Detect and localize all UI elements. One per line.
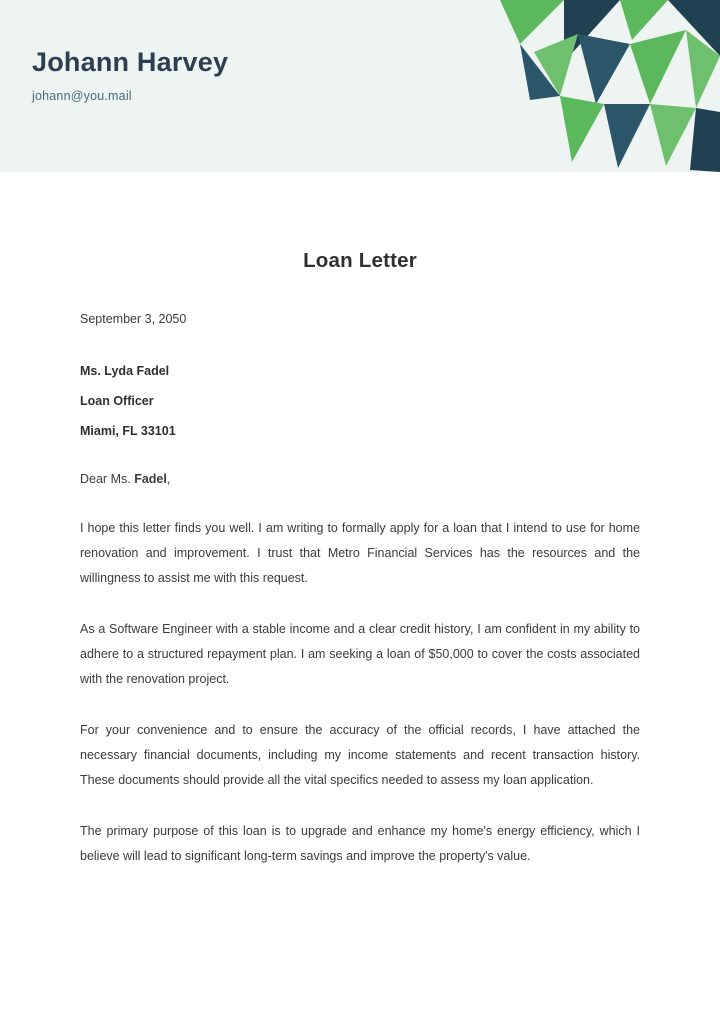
sender-name: Johann Harvey bbox=[32, 47, 229, 77]
letter-body bbox=[80, 312, 640, 869]
salutation-suffix: , bbox=[166, 472, 171, 486]
salutation-prefix: Dear Ms. bbox=[80, 472, 135, 486]
body-paragraph: As a Software Engineer with a stable income and a clear credit history, I am confident in my ability to adhere to a structured repayment plan. I am seeking a loan of $50,000 to cover the costs associated with the renovation project. bbox=[80, 622, 640, 686]
recipient-line: Ms. Lyda Fadel bbox=[80, 364, 170, 378]
letterhead bbox=[0, 0, 720, 172]
recipient-line: Loan Officer bbox=[80, 394, 154, 408]
abstract-triangles-graphic bbox=[500, 0, 720, 172]
sender-email: johann@you.mail bbox=[32, 89, 132, 104]
salutation-name: Fadel bbox=[134, 472, 167, 486]
letter-title: Loan Letter bbox=[303, 249, 417, 272]
body-paragraph: I hope this letter finds you well. I am writing to formally apply for a loan that I intend to use for home renovation and improvement. I trust that Metro Financial Services has the resources and the willingness to assist me with this request. bbox=[80, 521, 640, 585]
recipient-block bbox=[80, 364, 640, 438]
letter-date: September 3, 2050 bbox=[80, 312, 187, 326]
recipient-line: Miami, FL 33101 bbox=[80, 424, 176, 438]
salutation bbox=[80, 472, 640, 486]
body-paragraph: For your convenience and to ensure the accuracy of the official records, I have attached the necessary financial documents, including my income statements and recent transaction history. These documents should provide all the vital specifics needed to assess my loan application. bbox=[80, 723, 640, 787]
sender-block bbox=[32, 46, 228, 103]
body-paragraph: The primary purpose of this loan is to upgrade and enhance my home's energy efficiency, which I believe will lead to significant long-term savings and improve the property's value. bbox=[80, 824, 640, 863]
